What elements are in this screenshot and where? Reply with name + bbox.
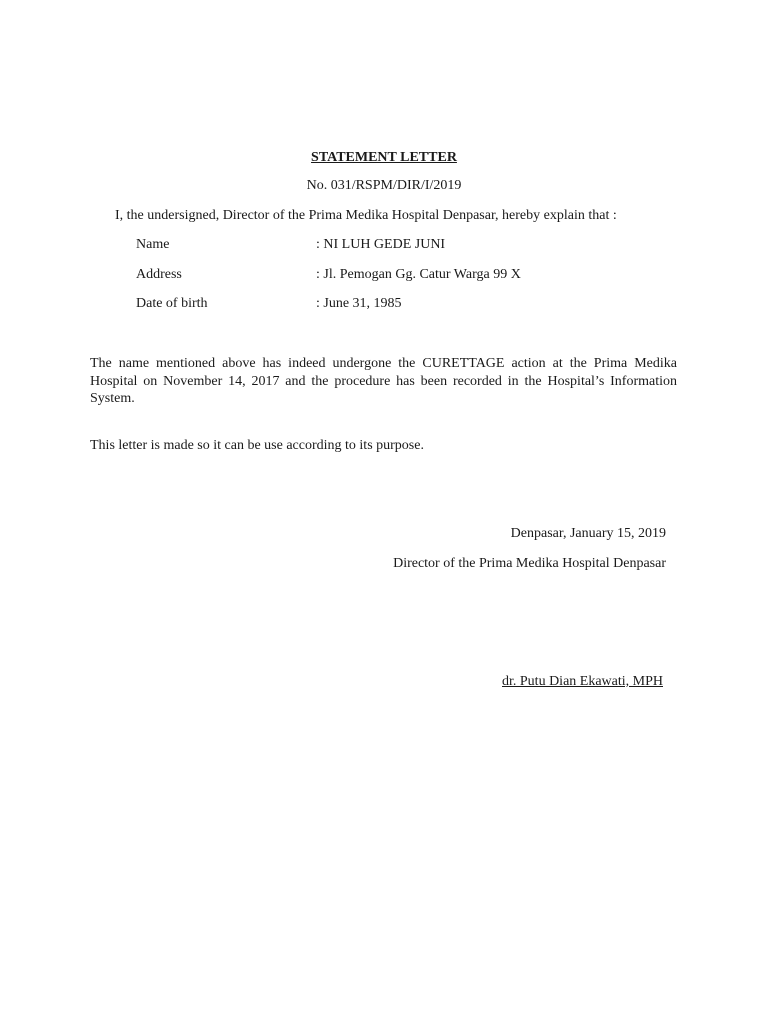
- intro-text: I, the undersigned, Director of the Prima Medika Hospital Denpasar, hereby explain that :: [115, 208, 617, 223]
- field-value-name: : NI LUH GEDE JUNI: [316, 237, 446, 252]
- letter-number: No. 031/RSPM/DIR/I/2019: [306, 178, 462, 193]
- signer-title: Director of the Prima Medika Hospital Denpasar: [393, 556, 666, 571]
- field-label-date-of-birth: Date of birth: [136, 296, 208, 311]
- closing-text: This letter is made so it can be use according to its purpose.: [90, 438, 424, 453]
- signer-name: dr. Putu Dian Ekawati, MPH: [502, 674, 663, 689]
- place-and-date: Denpasar, January 15, 2019: [510, 526, 666, 541]
- field-value-address: : Jl. Pemogan Gg. Catur Warga 99 X: [316, 267, 521, 282]
- body-paragraph: The name mentioned above has indeed undergone the CURETTAGE action at the Prima Medika Hospital on November 14, 2017 and the procedure has been recorded in the Hospital’s Information System.: [90, 356, 677, 406]
- field-label-address: Address: [136, 267, 182, 282]
- field-label-name: Name: [136, 237, 170, 252]
- field-value-date-of-birth: : June 31, 1985: [316, 296, 402, 311]
- letter-title: STATEMENT LETTER: [311, 150, 457, 165]
